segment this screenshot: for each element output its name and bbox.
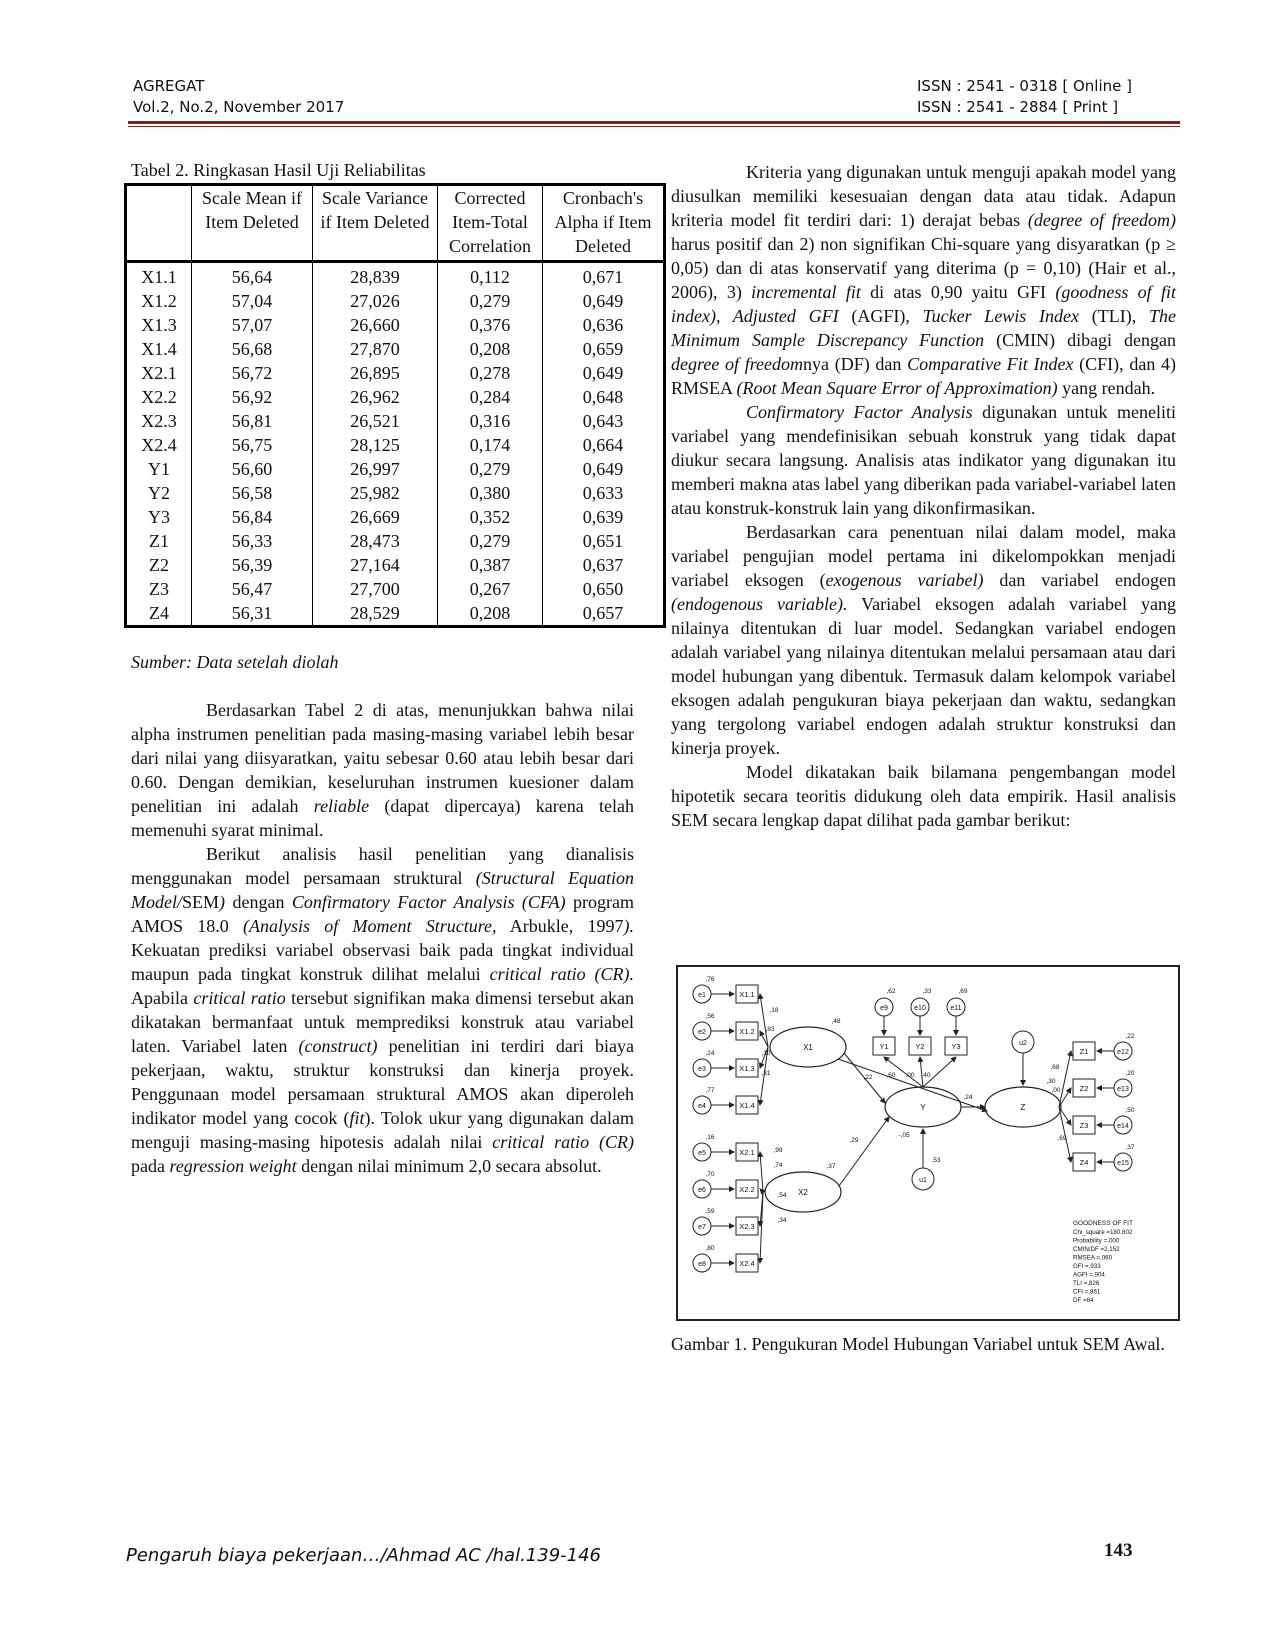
indicator-label: X2.2: [739, 1185, 755, 1194]
error-value: ,16: [705, 1134, 715, 1141]
path-label: ,69: [1057, 1135, 1067, 1142]
table-row: [126, 553, 665, 577]
left-column: [131, 698, 634, 1178]
table-header-cell: Corrected Item-Total Correlation: [438, 185, 543, 262]
loading-path: [760, 1192, 763, 1263]
table-cell: 28,473: [313, 529, 438, 553]
disturbance-value: ,53: [931, 1157, 941, 1164]
latent-value: ,37: [826, 1163, 836, 1170]
table-cell: 56,64: [192, 262, 313, 290]
issn-online: ISSN : 2541 - 0318 [ Online ]: [917, 77, 1132, 95]
journal-volume: Vol.2, No.2, November 2017: [133, 98, 345, 116]
table-cell: 56,75: [192, 433, 313, 457]
error-label: e2: [698, 1029, 706, 1036]
error-label: e11: [950, 1005, 962, 1012]
table-cell: Z1: [149, 531, 169, 551]
error-value: ,80: [705, 1245, 715, 1252]
error-value: ,22: [1125, 1033, 1135, 1040]
fit-line: CFI =,861: [1073, 1288, 1101, 1296]
table-cell: 0,376: [438, 313, 543, 337]
table-source: Sumber: Data setelah diolah: [131, 652, 339, 672]
path-label: ,00: [1051, 1087, 1061, 1094]
table-row: [126, 505, 665, 529]
paragraph: Kriteria yang digunakan untuk menguji apakah model yang diusulkan memiliki kesesuaian dengan data atau tidak. Adapun kriteria model fit terdiri dari: 1) derajat bebas (degree of freedom) harus positif dan 2) non signifikan Chi-square yang disyaratkan (p ≥ 0,05) dan di atas konservatif yang diterima (p = 0,10) (Hair et al., 2006), 3) incremental fit di atas 0,90 yaitu GFI (goodness of fit index), Adjusted GFI (AGFI), Tucker Lewis Index (TLI), The Minimum Sample Discrepancy Function (CMIN) dibagi dengan degree of freedomnya (DF) dan Comparative Fit Index (CFI), dan 4) RMSEA (Root Mean Square Error of Approximation) yang rendah.: [671, 162, 1177, 398]
path-label: -,05: [898, 1132, 910, 1139]
latent-value: ,30: [1046, 1078, 1056, 1085]
table-cell: 27,870: [313, 337, 438, 361]
table-cell: 56,33: [192, 529, 313, 553]
fit-line: TLI =,826: [1073, 1280, 1100, 1287]
table-cell: 0,387: [438, 553, 543, 577]
table-cell: 0,657: [543, 601, 665, 627]
table-cell: 0,279: [438, 457, 543, 481]
table-cell: Y3: [148, 507, 170, 527]
path-label: ,22: [863, 1074, 873, 1081]
table-header-cell: Scale Variance if Item Deleted: [313, 185, 438, 262]
table-cell: Z2: [149, 555, 169, 575]
table-cell: 57,07: [192, 313, 313, 337]
table-cell: 25,982: [313, 481, 438, 505]
table-cell: Z3: [149, 579, 169, 599]
error-label: e5: [698, 1150, 706, 1157]
table-row: [126, 601, 665, 627]
table-row: [126, 481, 665, 505]
table-header-cell: [126, 185, 192, 262]
table-cell: 0,649: [543, 361, 665, 385]
indicator-label: X1.1: [739, 990, 755, 999]
error-value: ,70: [705, 1171, 715, 1178]
paragraph: Model dikatakan baik bilamana pengembangan model hipotetik secara teoritis didukung oleh data empirik. Hasil analisis SEM secara lengkap dapat dilihat pada gambar berikut:: [671, 762, 1176, 830]
table-cell: 0,208: [438, 601, 543, 627]
right-column: [671, 160, 1176, 832]
fit-line: AGFI =,904: [1073, 1271, 1105, 1279]
journal-name: AGREGAT: [133, 77, 205, 95]
path-label: ,54: [777, 1192, 787, 1199]
table-cell: X2.2: [141, 387, 177, 407]
path-label: ,18: [769, 1007, 779, 1014]
fit-line: Probability =,000: [1073, 1237, 1120, 1245]
table-cell: 26,660: [313, 313, 438, 337]
error-value: ,24: [705, 1050, 715, 1057]
indicator-label: X2.4: [739, 1259, 755, 1268]
error-label: e7: [698, 1224, 706, 1231]
table-cell: 0,316: [438, 409, 543, 433]
header-rule: [128, 121, 1180, 124]
indicator-label: X1.3: [739, 1064, 755, 1073]
table-cell: 0,174: [438, 433, 543, 457]
issn-print: ISSN : 2541 - 2884 [ Print ]: [917, 98, 1119, 116]
error-label: e12: [1117, 1049, 1129, 1056]
latent-label: X1: [803, 1043, 813, 1052]
table-cell: X2.1: [141, 363, 177, 383]
table-cell: 26,962: [313, 385, 438, 409]
table-row: [126, 385, 665, 409]
table-row: [126, 409, 665, 433]
table-row: [126, 289, 665, 313]
table-cell: 0,651: [543, 529, 665, 553]
indicator-label: X1.4: [739, 1101, 755, 1110]
table-cell: X1.1: [141, 267, 177, 287]
table-cell: 0,284: [438, 385, 543, 409]
fit-line: RMSEA =,060: [1073, 1254, 1113, 1262]
table-cell: 0,352: [438, 505, 543, 529]
error-value: ,20: [1125, 1070, 1135, 1077]
table-cell: 27,026: [313, 289, 438, 313]
table-row: [126, 433, 665, 457]
sem-diagram: [678, 967, 1178, 1319]
table-row: [126, 457, 665, 481]
table-row: [126, 577, 665, 601]
journal-header: [133, 76, 344, 118]
error-value: ,76: [705, 976, 715, 983]
error-value: ,59: [705, 1208, 715, 1215]
table-cell: 56,60: [192, 457, 313, 481]
table-cell: 0,649: [543, 289, 665, 313]
fit-line: Chi_square =180,802: [1073, 1229, 1133, 1236]
indicator-label: Y3: [951, 1042, 961, 1051]
disturbance-label: u2: [1019, 1040, 1027, 1047]
error-label: e8: [698, 1261, 706, 1268]
table-cell: 0,648: [543, 385, 665, 409]
table-caption: Tabel 2. Ringkasan Hasil Uji Reliabilitas: [131, 160, 426, 180]
table-cell: 0,279: [438, 529, 543, 553]
table-cell: X2.4: [141, 435, 177, 455]
latent-label: Y: [920, 1103, 926, 1112]
table-cell: 0,633: [543, 481, 665, 505]
figure-caption: Gambar 1. Pengukuran Model Hubungan Variabel untuk SEM Awal.: [671, 1334, 1165, 1354]
table-cell: 56,58: [192, 481, 313, 505]
table-cell: 0,643: [543, 409, 665, 433]
fit-line: CMIN/DF =2,152: [1073, 1246, 1120, 1253]
table-cell: 0,636: [543, 313, 665, 337]
table-cell: 26,669: [313, 505, 438, 529]
page-number: 143: [1104, 1540, 1133, 1561]
path-label: ,00: [905, 1072, 915, 1079]
header-rule-thin: [128, 126, 1180, 127]
path-label: ,34: [777, 1217, 787, 1224]
indicator-label: X2.1: [739, 1148, 755, 1157]
table-cell: Y1: [148, 459, 170, 479]
error-label: e1: [698, 992, 706, 999]
path-label: ,99: [773, 1147, 783, 1154]
table-row: [126, 361, 665, 385]
table-cell: 27,164: [313, 553, 438, 577]
table-cell: 0,659: [543, 337, 665, 361]
table-cell: 56,31: [192, 601, 313, 627]
error-label: e15: [1117, 1160, 1129, 1167]
table-cell: 56,68: [192, 337, 313, 361]
table-cell: 28,529: [313, 601, 438, 627]
table-header-cell: Cronbach's Alpha if Item Deleted: [543, 185, 665, 262]
table-cell: 0,649: [543, 457, 665, 481]
indicator-label: Z3: [1079, 1121, 1089, 1130]
table-header-cell: Scale Mean if Item Deleted: [192, 185, 313, 262]
path-label: ,68: [1050, 1064, 1060, 1071]
fit-title: GOODNESS OF FIT: [1073, 1220, 1133, 1227]
error-value: ,33: [922, 988, 932, 995]
indicator-label: Z1: [1079, 1047, 1089, 1056]
table-cell: 56,92: [192, 385, 313, 409]
table-cell: X2.3: [141, 411, 177, 431]
error-value: ,37: [1125, 1144, 1135, 1151]
table-body: [126, 262, 665, 627]
table-cell: 56,47: [192, 577, 313, 601]
indicator-label: X1.2: [739, 1027, 755, 1036]
latent-label: X2: [798, 1188, 808, 1197]
error-value: ,69: [958, 988, 968, 995]
latent-value: ,48: [831, 1018, 841, 1025]
table-cell: 0,112: [438, 262, 543, 290]
error-value: ,62: [886, 988, 896, 995]
indicator-label: Y1: [879, 1042, 889, 1051]
path-label: ,29: [849, 1137, 859, 1144]
table-header-row: [126, 185, 665, 262]
table-cell: 57,04: [192, 289, 313, 313]
table-cell: Z4: [149, 603, 169, 623]
table-cell: 56,39: [192, 553, 313, 577]
issn-header: [917, 76, 1132, 118]
table-cell: 27,700: [313, 577, 438, 601]
table-row: [126, 337, 665, 361]
path-label: ,24: [963, 1094, 973, 1101]
error-label: e14: [1117, 1123, 1129, 1130]
table-cell: 0,279: [438, 289, 543, 313]
loading-path: [1059, 1051, 1071, 1107]
error-value: ,50: [1125, 1107, 1135, 1114]
paragraph: Berdasarkan cara penentuan nilai dalam model, maka variabel pengujian model pertama ini dikelompokkan menjadi variabel eksogen (exogenous variabel) dan variabel endogen (endogenous variable). Variabel eksogen adalah variabel yang nilainya ditentukan di luar model. Sedangkan variabel endogen adalah variabel yang nilainya ditentukan melalui persamaan atau dari model hubungan yang dibentuk. Termasuk dalam kelompok variabel eksogen adalah pengukuran biaya pekerjaan dan waktu, sedangkan yang tergolong variabel endogen adalah struktur konstruksi dan kinerja proyek.: [671, 522, 1176, 758]
paragraph: Confirmatory Factor Analysis digunakan untuk meneliti variabel yang mendefinisikan sebuah konstruk yang tidak dapat diukur secara langsung. Analisis atas indikator yang digunakan itu memberi makna atas label yang diberikan pada variabel-variabel laten atau konstruk-konstruk lain yang dikonfirmasikan.: [671, 402, 1177, 518]
table-cell: 56,72: [192, 361, 313, 385]
fit-line: DF =84: [1073, 1297, 1094, 1304]
table-row: [126, 529, 665, 553]
paragraph: Berdasarkan Tabel 2 di atas, menunjukkan bahwa nilai alpha instrumen penelitian pada masing-masing variabel lebih besar dari nilai yang diisyaratkan, yaitu sebesar 0.60 atau lebih besar dari 0.60. Dengan demikian, keseluruhan instrumen kuesioner dalam penelitian ini adalah reliable (dapat dipercaya) karena telah memenuhi syarat minimal.: [131, 700, 634, 840]
latent-label: Z: [1020, 1103, 1026, 1112]
table-cell: Y2: [148, 483, 170, 503]
reliability-table: [124, 183, 666, 628]
table-cell: 0,380: [438, 481, 543, 505]
table-cell: X1.2: [141, 291, 177, 311]
table-cell: 26,521: [313, 409, 438, 433]
indicator-label: Z4: [1079, 1158, 1089, 1167]
indicator-label: Z2: [1079, 1084, 1089, 1093]
table-cell: 0,278: [438, 361, 543, 385]
table-cell: 28,125: [313, 433, 438, 457]
table-cell: 0,671: [543, 262, 665, 290]
error-value: ,56: [705, 1013, 715, 1020]
table-cell: 0,208: [438, 337, 543, 361]
indicator-label: X2.3: [739, 1222, 755, 1231]
error-value: ,77: [705, 1087, 715, 1094]
paragraph: Berikut analisis hasil penelitian yang dianalisis menggunakan model persamaan struktural (Structural Equation Model/SEM) dengan Confirmatory Factor Analysis (CFA) program AMOS 18.0 (Analysis of Moment Structure, Arbukle, 1997). Kekuatan prediksi variabel observasi baik pada tingkat individual maupun pada tingkat konstruk dilihat melalui critical ratio (CR). Apabila critical ratio tersebut signifikan maka dimensi tersebut akan dikatakan bermanfaat untuk memprediksi konstruk atau variabel laten. Variabel laten (construct) penelitian ini terdiri dari biaya pekerjaan, waktu, struktur konstruksi dan kinerja proyek. Penggunaan model persamaan struktural AMOS akan diperoleh indikator model yang cocok (fit). Tolok ukur yang digunakan dalam menguji masing-masing hipotesis adalah nilai critical ratio (CR) pada regression weight dengan nilai minimum 2,0 secara absolut.: [131, 844, 635, 1176]
table-cell: X1.3: [141, 315, 177, 335]
table-cell: 0,637: [543, 553, 665, 577]
indicator-label: Y2: [915, 1042, 925, 1051]
table-cell: 26,895: [313, 361, 438, 385]
path-label: ,31: [761, 1070, 771, 1077]
table-cell: 56,84: [192, 505, 313, 529]
error-label: e4: [698, 1103, 706, 1110]
path-label: ,40: [921, 1072, 931, 1079]
running-footer: Pengaruh biaya pekerjaan…/Ahmad AC /hal.139-146: [126, 1545, 601, 1566]
table-cell: 26,997: [313, 457, 438, 481]
table-row: [126, 313, 665, 337]
error-label: e9: [880, 1005, 888, 1012]
table-cell: X1.4: [141, 339, 177, 359]
loading-path: [760, 1152, 763, 1192]
path-label: ,83: [765, 1026, 775, 1033]
disturbance-label: u1: [919, 1177, 927, 1184]
table-cell: 0,664: [543, 433, 665, 457]
table-cell: 0,267: [438, 577, 543, 601]
table-cell: 28,839: [313, 262, 438, 290]
path-label: ,74: [773, 1162, 783, 1169]
table-cell: 0,639: [543, 505, 665, 529]
error-label: e3: [698, 1066, 706, 1073]
path-label: ,10: [761, 1050, 771, 1057]
path-label: ,60: [886, 1072, 896, 1079]
fit-line: GFI =,933: [1073, 1263, 1101, 1270]
error-label: e13: [1117, 1086, 1129, 1093]
error-label: e10: [914, 1005, 926, 1012]
structural-path: [839, 1117, 889, 1186]
sem-figure: [676, 965, 1180, 1321]
table-cell: 0,650: [543, 577, 665, 601]
error-label: e6: [698, 1187, 706, 1194]
table-row: [126, 262, 665, 290]
table-cell: 56,81: [192, 409, 313, 433]
